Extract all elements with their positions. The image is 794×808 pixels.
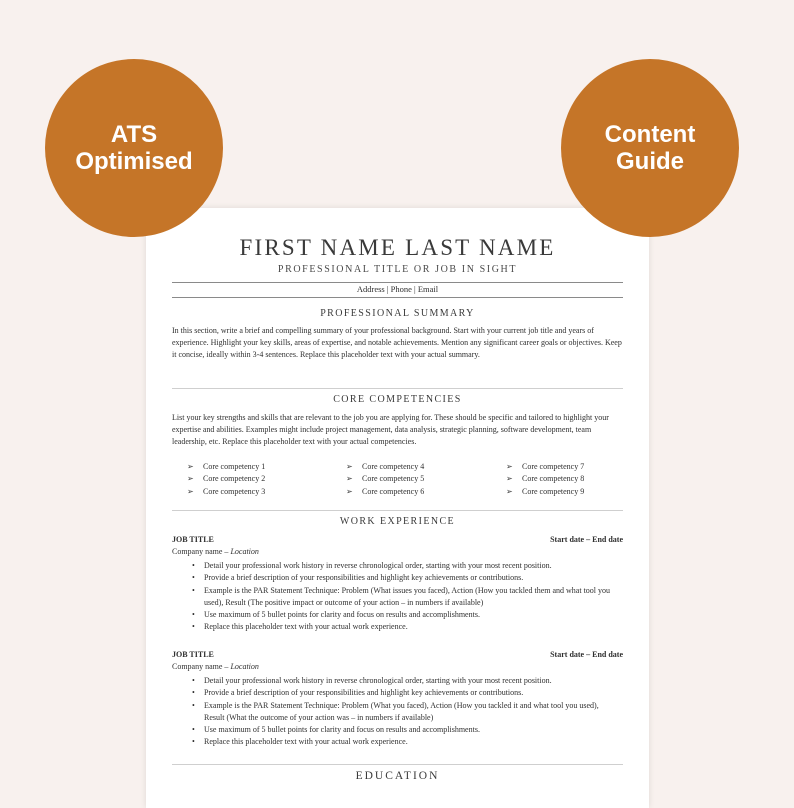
section-divider — [172, 510, 623, 511]
company-name: Company name – — [172, 547, 231, 556]
bullet-item: • Provide a brief description of your responsibilities and highlight key achievements or contributions. — [192, 687, 620, 699]
job-bullets — [192, 675, 620, 749]
summary-text: In this section, write a brief and compelling summary of your professional background. Start with your current job title and years of experience. Highlight your key skills, areas of expertise, and notable achievements. Mention any significant career goals or objectives. Keep it concise, ideally within 3-4 sentences. Replace this placeholder text with your actual summary. — [172, 326, 622, 360]
bullet-dot-icon: • — [192, 573, 195, 583]
company-name: Company name – — [172, 662, 231, 671]
arrowhead-icon: ➢ — [187, 486, 194, 496]
bullet-item: • Use maximum of 5 bullet points for clarity and focus on results and accomplishments. — [192, 609, 620, 621]
competency-item: ➢ Core competency 9 — [506, 486, 584, 498]
badge-line-2: Optimised — [75, 148, 193, 175]
resume-title: PROFESSIONAL TITLE OR JOB IN SIGHT — [277, 264, 518, 275]
company-line — [172, 662, 259, 671]
arrowhead-icon: ➢ — [187, 474, 194, 484]
job-header — [172, 650, 623, 659]
arrowhead-icon: ➢ — [506, 462, 513, 471]
section-divider — [172, 388, 623, 389]
competency-column-3 — [506, 461, 584, 498]
competency-item: ➢ Core competency 7 — [506, 461, 584, 473]
job-title: JOB TITLE — [172, 650, 214, 659]
section-divider — [172, 764, 623, 765]
resume-page — [146, 208, 649, 808]
bullet-dot-icon: • — [192, 610, 195, 620]
bullet-item: • Detail your professional work history in reverse chronological order, starting with your most recent position. — [192, 560, 620, 572]
badge-line-1: Content — [604, 121, 696, 148]
company-line — [172, 547, 259, 556]
contact-line: Address | Phone | Email — [356, 284, 439, 294]
bullet-dot-icon: • — [192, 688, 195, 698]
content-guide-badge — [561, 59, 739, 237]
job-dates: Start date – End date — [550, 650, 623, 659]
job-header — [172, 535, 623, 544]
education-heading: EDUCATION — [355, 770, 440, 782]
job-dates: Start date – End date — [550, 535, 623, 544]
ats-optimised-badge — [45, 59, 223, 237]
arrowhead-icon: ➢ — [346, 462, 353, 471]
arrowhead-icon: ➢ — [346, 474, 353, 484]
arrowhead-icon: ➢ — [187, 462, 194, 471]
competency-item: ➢ Core competency 4 — [346, 461, 424, 473]
competency-item: ➢ Core competency 3 — [187, 486, 265, 498]
badge-line-1: ATS — [110, 121, 158, 148]
bullet-item: • Provide a brief description of your responsibilities and highlight key achievements or contributions. — [192, 572, 620, 584]
competencies-heading: CORE COMPETENCIES — [333, 394, 462, 405]
competency-item: ➢ Core competency 8 — [506, 473, 584, 485]
bullet-item: • Use maximum of 5 bullet points for clarity and focus on results and accomplishments. — [192, 724, 620, 736]
bullet-dot-icon: • — [192, 737, 195, 747]
experience-heading: WORK EXPERIENCE — [339, 516, 456, 527]
competency-item: ➢ Core competency 5 — [346, 473, 424, 485]
arrowhead-icon: ➢ — [506, 474, 513, 484]
bullet-dot-icon: • — [192, 676, 195, 685]
summary-heading: PROFESSIONAL SUMMARY — [320, 308, 475, 319]
competency-column-1 — [187, 461, 265, 498]
bullet-item: • Example is the PAR Statement Technique: Problem (What issues you faced), Action (How you tackled them and what tool you used), Result (The positive impact or outcome of your action – in numbers if available) — [192, 585, 611, 607]
bullet-dot-icon: • — [192, 700, 195, 710]
job-title: JOB TITLE — [172, 535, 214, 544]
competency-item: ➢ Core competency 2 — [187, 473, 265, 485]
bullet-dot-icon: • — [192, 622, 195, 632]
competency-item: ➢ Core competency 1 — [187, 461, 265, 473]
bullet-item: • Example is the PAR Statement Technique: Problem (What you faced), Action (How you tackled it and what tool you used), Result (What the outcome of your action was – in numbers if available) — [192, 700, 599, 722]
bullet-dot-icon: • — [192, 561, 195, 570]
badge-line-2: Guide — [615, 148, 684, 175]
bullet-item: • Detail your professional work history in reverse chronological order, starting with your most recent position. — [192, 675, 620, 687]
company-location: Location — [230, 662, 259, 671]
header-rule-top — [172, 282, 623, 283]
job-bullets — [192, 560, 620, 634]
competencies-text: List your key strengths and skills that are relevant to the job you are applying for. These should be specific and tailored to highlight your expertise and abilities. Examples might include project management, data analysis, strategic planning, software development, team leadership, etc. Replace this placeholder text with your actual competencies. — [172, 413, 609, 447]
bullet-item: • Replace this placeholder text with your actual work experience. — [192, 736, 620, 748]
header-rule-bottom — [172, 297, 623, 298]
arrowhead-icon: ➢ — [506, 486, 513, 496]
competency-item: ➢ Core competency 6 — [346, 486, 424, 498]
company-location: Location — [230, 547, 259, 556]
bullet-item: • Replace this placeholder text with your actual work experience. — [192, 621, 620, 633]
arrowhead-icon: ➢ — [346, 486, 353, 496]
competency-column-2 — [346, 461, 424, 498]
resume-name: FIRST NAME LAST NAME — [239, 235, 556, 260]
bullet-dot-icon: • — [192, 725, 195, 735]
bullet-dot-icon: • — [192, 585, 195, 595]
